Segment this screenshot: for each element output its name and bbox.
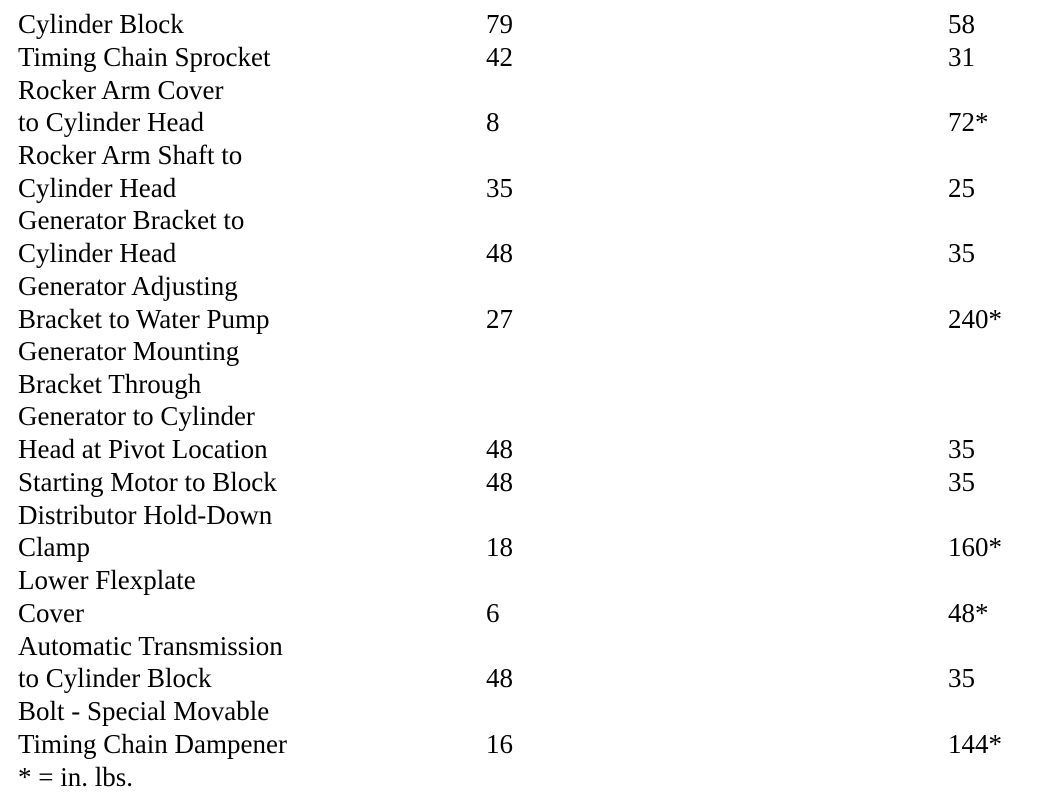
metric-value: 48 <box>486 238 513 268</box>
imperial-value: 25 <box>948 173 975 203</box>
metric-value: 48 <box>486 467 513 497</box>
table-row <box>0 597 1056 629</box>
table-row <box>0 139 1056 171</box>
imperial-value: 35 <box>948 238 975 268</box>
component-label: Bracket Through <box>18 369 202 399</box>
component-label: Rocker Arm Cover <box>18 75 224 105</box>
table-row <box>0 8 1056 40</box>
metric-value: 27 <box>486 304 513 334</box>
metric-value: 18 <box>486 532 513 562</box>
imperial-value: 35 <box>948 663 975 693</box>
component-label: Timing Chain Dampener <box>18 729 287 759</box>
imperial-value: 35 <box>948 434 975 464</box>
component-label: Generator Bracket to <box>18 205 245 235</box>
metric-value: 35 <box>486 173 513 203</box>
component-label: Cylinder Block <box>18 9 184 39</box>
table-row <box>0 303 1056 335</box>
metric-value: 48 <box>486 663 513 693</box>
table-row <box>0 368 1056 400</box>
component-label: Rocker Arm Shaft to <box>18 140 243 170</box>
component-label: Timing Chain Sprocket <box>18 42 271 72</box>
imperial-value: 58 <box>948 9 975 39</box>
component-label: Bracket to Water Pump <box>18 304 270 334</box>
component-label: Bolt - Special Movable <box>18 696 270 726</box>
table-row <box>0 204 1056 236</box>
footnote: * = in. lbs. <box>18 762 133 792</box>
component-label: Generator Mounting <box>18 336 240 366</box>
component-label: Clamp <box>18 532 90 562</box>
table-row <box>0 106 1056 138</box>
table-row <box>0 728 1056 760</box>
component-label: to Cylinder Block <box>18 663 212 693</box>
metric-value: 8 <box>486 107 500 137</box>
table-row <box>0 695 1056 727</box>
table-row <box>0 433 1056 465</box>
table-row <box>0 400 1056 432</box>
imperial-value: 35 <box>948 467 975 497</box>
metric-value: 79 <box>486 9 513 39</box>
table-row <box>0 499 1056 531</box>
table-row <box>0 662 1056 694</box>
table-row <box>0 74 1056 106</box>
imperial-value: 72* <box>948 107 989 137</box>
table-row <box>0 466 1056 498</box>
component-label: Generator Adjusting <box>18 271 238 301</box>
component-label: Cylinder Head <box>18 173 177 203</box>
component-label: Automatic Transmission <box>18 631 283 661</box>
table-row <box>0 564 1056 596</box>
component-label: to Cylinder Head <box>18 107 204 137</box>
imperial-value: 31 <box>948 42 975 72</box>
metric-value: 42 <box>486 42 513 72</box>
metric-value: 48 <box>486 434 513 464</box>
imperial-value: 48* <box>948 598 989 628</box>
table-row <box>0 41 1056 73</box>
component-label: Starting Motor to Block <box>18 467 277 497</box>
component-label: Distributor Hold-Down <box>18 500 273 530</box>
table-row <box>0 630 1056 662</box>
table-row <box>0 172 1056 204</box>
metric-value: 16 <box>486 729 513 759</box>
imperial-value: 160* <box>948 532 1002 562</box>
imperial-value: 240* <box>948 304 1002 334</box>
component-label: Generator to Cylinder <box>18 401 255 431</box>
footnote-row <box>0 761 1056 793</box>
table-row <box>0 531 1056 563</box>
table-row <box>0 270 1056 302</box>
component-label: Cover <box>18 598 84 628</box>
metric-value: 6 <box>486 598 500 628</box>
component-label: Lower Flexplate <box>18 565 196 595</box>
component-label: Cylinder Head <box>18 238 177 268</box>
table-row <box>0 237 1056 269</box>
imperial-value: 144* <box>948 729 1002 759</box>
component-label: Head at Pivot Location <box>18 434 268 464</box>
table-row <box>0 335 1056 367</box>
